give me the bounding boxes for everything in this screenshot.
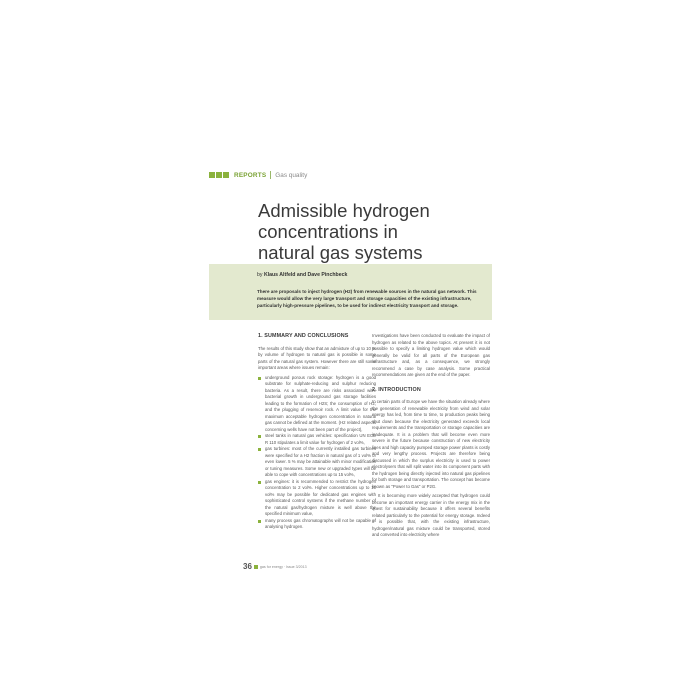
title-line: concentrations in	[258, 221, 398, 242]
bullet-item: steel tanks in natural gas vehicles: specification UN ECE R 110 stipulates a limit value for hydrogen of 2 vol%,	[258, 433, 376, 446]
paragraph: The results of this study show that an admixture of up to 10 % by volume of hydrogen to natural gas is possible in some parts of the natural gas system. However there are still some important areas where issues remain:	[258, 345, 376, 370]
abstract: There are proposals to inject hydrogen (H2) from renewable sources in the natural gas network. This measure would allow the very large transport and storage capacities of the existing infrastructure, particularly high-pressure pipelines, to be used for indirect electricity transport and storage.	[257, 289, 477, 308]
byline-prefix: by	[257, 272, 263, 278]
page-number: 36	[243, 562, 252, 571]
divider	[270, 171, 271, 179]
title-line: natural gas systems	[258, 242, 423, 263]
bullet-item: gas engines: it is recommended to restrict the hydrogen concentration to 2 vol%. Higher concentrations up to 10 vol% may be possible for dedicated gas engines with sophisticated control systems if the methane number of the natural gas/hydrogen mixture is well above the specified minimum value,	[258, 479, 376, 518]
section-label: REPORTS	[234, 171, 267, 179]
title-line: Admissible hydrogen	[258, 200, 430, 221]
square-icon	[254, 565, 258, 569]
bullet-item: gas turbines: most of the currently installed gas turbines were specified for a H2 fraction in natural gas of 1 vol% or even lower. 5 % may be attainable with minor modification or tuning measures. Some new or upgraded types will be able to cope with concentrations up to 15 vol%,	[258, 446, 376, 479]
category-label: Gas quality	[275, 171, 308, 179]
bullet-item: underground porous rock storage: hydrogen is a good substrate for sulphate-reducing and sulphur reducing bacteria. As a result, there are risks associated with: bacterial growth in underground gas storage facilities leading to the formation of H2S; the consumption of H2; and the plugging of reservoir rock. A limit value for the maximum acceptable hydrogen concentration in natural gas cannot be defined at the moment. (H2 related aspects concerning wells have not been part of the project),	[258, 375, 376, 434]
lead-box	[209, 264, 492, 320]
section-heading: 2. INTRODUCTION	[372, 386, 421, 393]
square-icon	[223, 172, 229, 178]
square-icon	[216, 172, 222, 178]
paragraph: Investigations have been conducted to evaluate the impact of hydrogen as related to the above topics. At present it is not possible to specify a limiting hydrogen value which would generally be valid for all parts of the European gas infrastructure and, as a consequence, we strongly recommend a case by case analysis. Some practical recommendations are given at the end of the paper.	[372, 333, 490, 377]
byline-authors: Klaus Altfeld and Dave Pinchbeck	[263, 272, 348, 278]
paragraph: It is becoming more widely accepted that hydrogen could become an important energy carrier in the energy mix in the quest for sustainability because it offers several benefits related particularly to the potential for energy storage. Indeed it is possible that, with the existing infrastructure, hydrogen/natural gas mixture could be transported, stored and converted into electricity where	[372, 493, 490, 537]
column-left	[258, 333, 376, 531]
section-heading: 1. SUMMARY AND CONCLUSIONS	[258, 333, 349, 339]
byline	[257, 272, 347, 278]
column-right	[372, 333, 490, 542]
paragraph: In certain parts of Europe we have the situation already where the generation of renewable electricity from wind and solar energy has led, from time to time, to production peaks being shut down because the electricity generated exceeds local requirements and the transportation or storage capacities are inadequate. It is a problem that will become even more severe in the future because construction of new electricity lines and high capacity pumped storage power plants is costly and very lengthy process. Projects are therefore being discussed in which the surplus electricity is used to power electrolysers that will split water into its component parts with the hydrogen being directly injected into natural gas pipelines for both storage and transportation. The concept has become known as "Power to Gas" or P2G.	[372, 399, 490, 489]
article-title	[258, 200, 478, 263]
square-icon	[209, 172, 215, 178]
section-header	[209, 170, 307, 180]
publication-info: gas for energy · Issue 3/2013	[259, 564, 307, 569]
page-footer	[243, 562, 307, 571]
bullet-item: many process gas chromatographs will not be capable of analysing hydrogen.	[258, 518, 376, 531]
